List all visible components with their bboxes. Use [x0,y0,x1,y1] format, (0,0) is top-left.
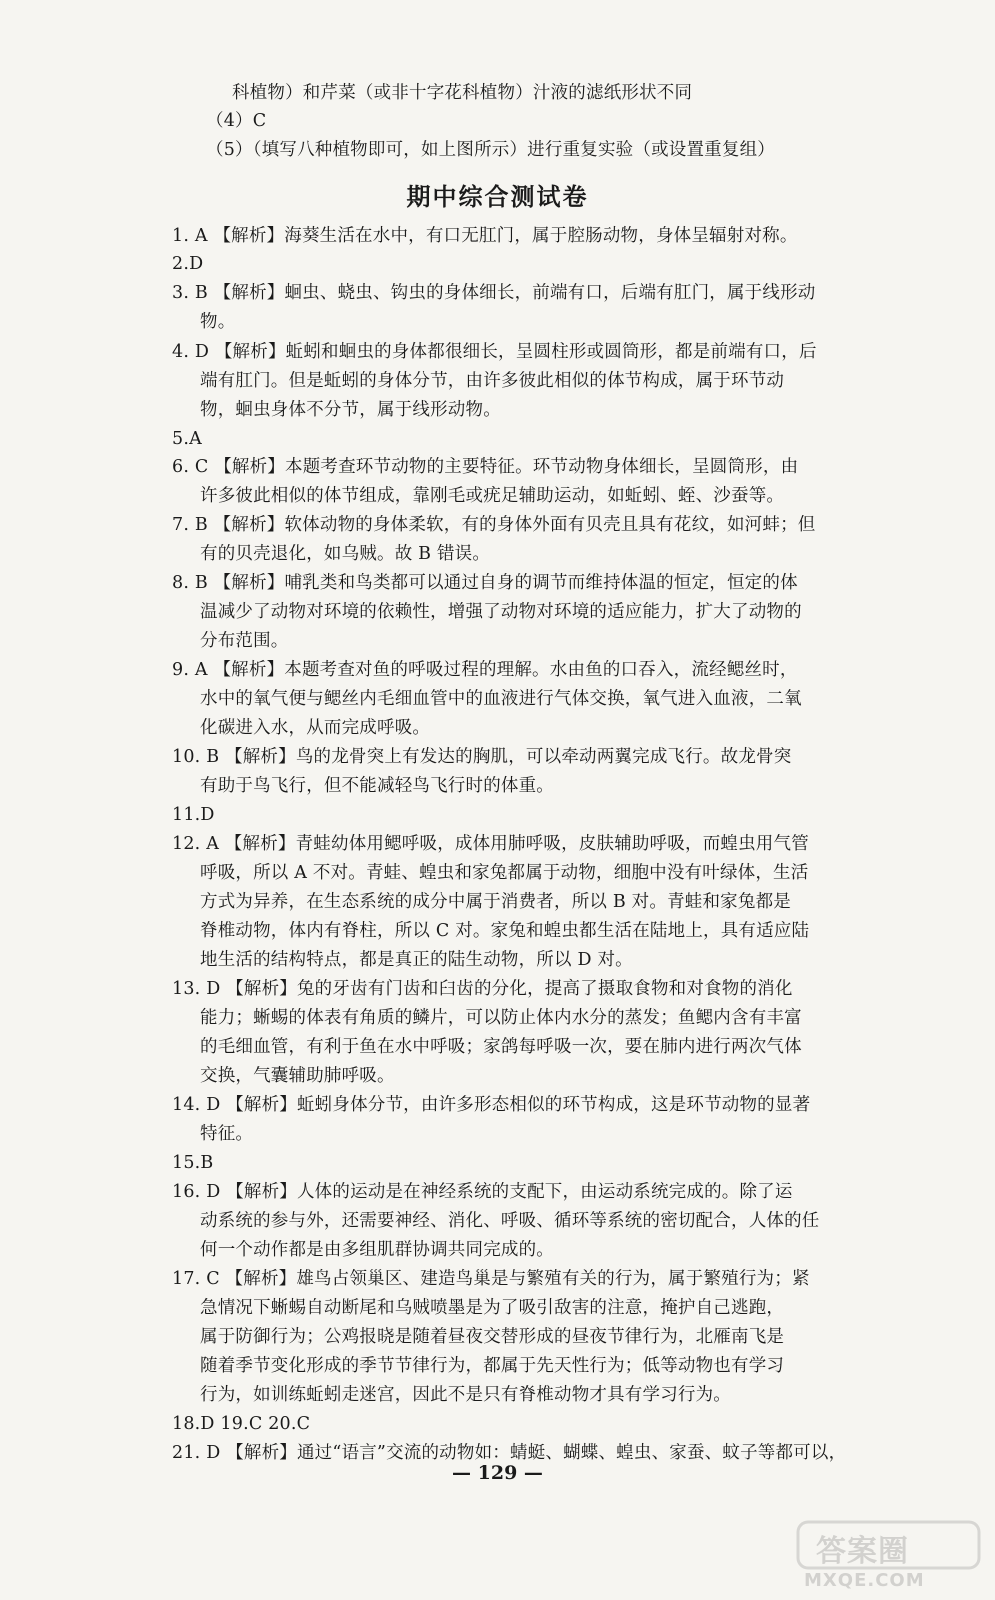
answer-item-8: 8. B 【解析】哺乳类和鸟类都可以通过自身的调节而维持体温的恒定，恒定的体 [172,573,798,593]
intro-line-3: （5）（填写八种植物即可，如上图所示）进行重复实验（或设置重复组） [206,140,775,160]
intro-line-2: （4）C [206,111,267,131]
section-title: 期中综合测试卷 [406,183,589,211]
watermark-top-text: 答案圈 [816,1534,909,1569]
answer-item-3: 3. B 【解析】蛔虫、蛲虫、钩虫的身体细长，前端有口，后端有肛门，属于线形动 [172,283,816,303]
answer-item-14: 14. D 【解析】蚯蚓身体分节，由许多形态相似的环节构成，这是环节动物的显著 [172,1095,811,1115]
answer-item-2: 2.D [172,254,204,274]
answer-item-9-continuation: 水中的氧气便与鳃丝内毛细血管中的血液进行气体交换，氧气进入血液，二氧 [200,689,802,709]
answer-item-4-continuation: 端有肛门。但是蚯蚓的身体分节，由许多彼此相似的体节构成，属于环节动 [200,371,785,391]
answer-item-16: 16. D 【解析】人体的运动是在神经系统的支配下，由运动系统完成的。除了运 [172,1182,793,1202]
answer-item-4: 4. D 【解析】蚯蚓和蛔虫的身体都很细长，呈圆柱形或圆筒形，都是前端有口，后 [172,342,817,362]
answer-item-12-continuation: 地生活的结构特点，都是真正的陆生动物，所以 D 对。 [200,950,633,970]
page-number: — 129 — [452,1462,543,1484]
answer-item-12-continuation: 脊椎动物，体内有脊柱，所以 C 对。家兔和蝗虫都生活在陆地上，具有适应陆 [200,921,810,941]
intro-line-1: 科植物）和芹菜（或非十字花科植物）汁液的滤纸形状不同 [232,83,693,103]
answer-item-19: 21. D 【解析】通过“语言”交流的动物如：蜻蜓、蝴蝶、蝗虫、家蚕、蚊子等都可以， [172,1443,847,1463]
answer-item-4-continuation: 物，蛔虫身体不分节，属于线形动物。 [200,400,501,420]
answer-item-1: 1. A 【解析】海葵生活在水中，有口无肛门，属于腔肠动物，身体呈辐射对称。 [172,226,798,246]
answer-item-14-continuation: 特征。 [200,1124,254,1144]
answer-item-10-continuation: 有助于鸟飞行，但不能减轻鸟飞行时的体重。 [200,776,554,796]
answer-item-7: 7. B 【解析】软体动物的身体柔软，有的身体外面有贝壳且具有花纹，如河蚌；但 [172,515,816,535]
answer-item-12-continuation: 方式为异养，在生态系统的成分中属于消费者，所以 B 对。青蛙和家兔都是 [200,892,791,912]
answer-item-15: 15.B [172,1153,214,1173]
answer-item-10: 10. B 【解析】鸟的龙骨突上有发达的胸肌，可以牵动两翼完成飞行。故龙骨突 [172,747,792,767]
answer-item-8-continuation: 温减少了动物对环境的依赖性，增强了动物对环境的适应能力，扩大了动物的 [200,602,802,622]
answer-item-17: 17. C 【解析】雄鸟占领巢区、建造鸟巢是与繁殖有关的行为，属于繁殖行为；紧 [172,1269,810,1289]
answer-item-9: 9. A 【解析】本题考查对鱼的呼吸过程的理解。水由鱼的口吞入，流经鳃丝时， [172,660,798,680]
answer-item-6: 6. C 【解析】本题考查环节动物的主要特征。环节动物身体细长，呈圆筒形，由 [172,457,799,477]
answer-item-16-continuation: 动系统的参与外，还需要神经、消化、呼吸、循环等系统的密切配合，人体的任 [200,1211,820,1231]
watermark-logo [796,1520,981,1592]
answer-item-11: 11.D [172,805,215,825]
answer-item-7-continuation: 有的贝壳退化，如乌贼。故 B 错误。 [200,544,491,564]
answer-item-6-continuation: 许多彼此相似的体节组成，靠刚毛或疣足辅助运动，如蚯蚓、蛭、沙蚕等。 [200,486,785,506]
answer-item-13: 13. D 【解析】兔的牙齿有门齿和臼齿的分化，提高了摄取食物和对食物的消化 [172,979,793,999]
answer-item-12-continuation: 呼吸，所以 A 不对。青蛙、蝗虫和家兔都属于动物，细胞中没有叶绿体，生活 [200,863,809,883]
answer-item-17-continuation: 急情况下蜥蜴自动断尾和乌贼喷墨是为了吸引敌害的注意，掩护自己逃跑， [200,1298,785,1318]
answer-item-13-continuation: 能力；蜥蜴的体表有角质的鳞片，可以防止体内水分的蒸发；鱼鳃内含有丰富 [200,1008,802,1028]
answer-item-3-continuation: 物。 [200,312,236,332]
answer-item-16-continuation: 何一个动作都是由多组肌群协调共同完成的。 [200,1240,554,1260]
answer-item-17-continuation: 属于防御行为；公鸡报晓是随着昼夜交替形成的昼夜节律行为，北雁南飞是 [200,1327,785,1347]
answer-item-8-continuation: 分布范围。 [200,631,289,651]
watermark-bottom-text: MXQE.COM [804,1570,925,1591]
answer-item-12: 12. A 【解析】青蛙幼体用鳃呼吸，成体用肺呼吸，皮肤辅助呼吸，而蝗虫用气管 [172,834,809,854]
answer-item-17-continuation: 随着季节变化形成的季节节律行为，都属于先天性行为；低等动物也有学习 [200,1356,785,1376]
answer-item-13-continuation: 交换，气囊辅助肺呼吸。 [200,1066,395,1086]
answer-item-17-continuation: 行为，如训练蚯蚓走迷宫，因此不是只有脊椎动物才具有学习行为。 [200,1385,731,1405]
answer-item-13-continuation: 的毛细血管，有利于鱼在水中呼吸；家鸽每呼吸一次，要在肺内进行两次气体 [200,1037,802,1057]
answer-item-9-continuation: 化碳进入水，从而完成呼吸。 [200,718,431,738]
answer-item-18: 18.D 19.C 20.C [172,1414,311,1434]
answer-item-5: 5.A [172,429,202,449]
